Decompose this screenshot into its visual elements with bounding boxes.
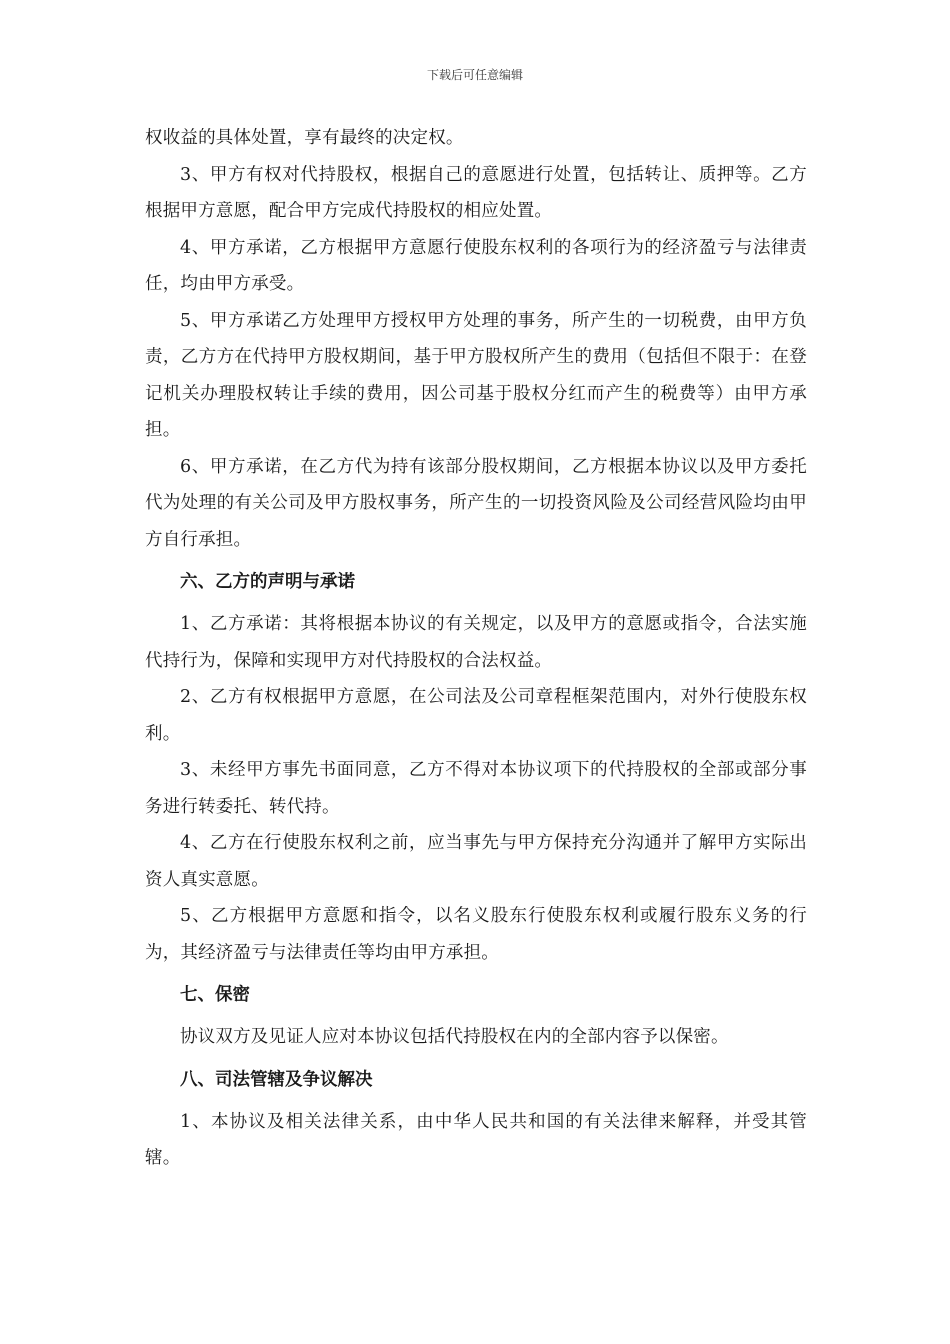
paragraph: 2、乙方有权根据甲方意愿，在公司法及公司章程框架范围内，对外行使股东权利。 [145,687,807,744]
paragraph: 3、未经甲方事先书面同意，乙方不得对本协议项下的代持股权的全部或部分事务进行转委托、转代持。 [145,760,807,817]
document-body [145,120,807,1177]
section-heading: 六、乙方的声明与承诺 [180,572,355,592]
paragraph: 1、本协议及相关法律关系，由中华人民共和国的有关法律来解释，并受其管辖。 [145,1111,807,1168]
paragraph: 5、乙方根据甲方意愿和指令，以名义股东行使股东权利或履行股东义务的行为，其经济盈亏与法律责任等均由甲方承担。 [145,906,807,963]
paragraph: 6、甲方承诺，在乙方代为持有该部分股权期间，乙方根据本协议以及甲方委托代为处理的有关公司及甲方股权事务，所产生的一切投资风险及公司经营风险均由甲方自行承担。 [145,456,807,550]
paragraph: 1、乙方承诺：其将根据本协议的有关规定，以及甲方的意愿或指令，合法实施代持行为，保障和实现甲方对代持股权的合法权益。 [145,614,807,671]
section-heading: 七、保密 [180,985,250,1005]
paragraph: 3、甲方有权对代持股权，根据自己的意愿进行处置，包括转让、质押等。乙方根据甲方意愿，配合甲方完成代持股权的相应处置。 [145,164,807,221]
paragraph: 协议双方及见证人应对本协议包括代持股权在内的全部内容予以保密。 [180,1027,729,1047]
paragraph: 4、甲方承诺，乙方根据甲方意愿行使股东权利的各项行为的经济盈亏与法律责任，均由甲方承受。 [145,237,807,294]
section-heading: 八、司法管辖及争议解决 [180,1069,373,1090]
header-note: 下载后可任意编辑 [426,68,523,82]
paragraph: 权收益的具体处置，享有最终的决定权。 [145,128,464,148]
paragraph: 5、甲方承诺乙方处理甲方授权甲方处理的事务，所产生的一切税费，由甲方负责，乙方方在代持甲方股权期间，基于甲方股权所产生的费用（包括但不限于：在登记机关办理股权转让手续的费用，因公司基于股权分红而产生的税费等）由甲方承担。 [145,310,807,440]
paragraph: 4、乙方在行使股东权利之前，应当事先与甲方保持充分沟通并了解甲方实际出资人真实意愿。 [145,833,807,890]
